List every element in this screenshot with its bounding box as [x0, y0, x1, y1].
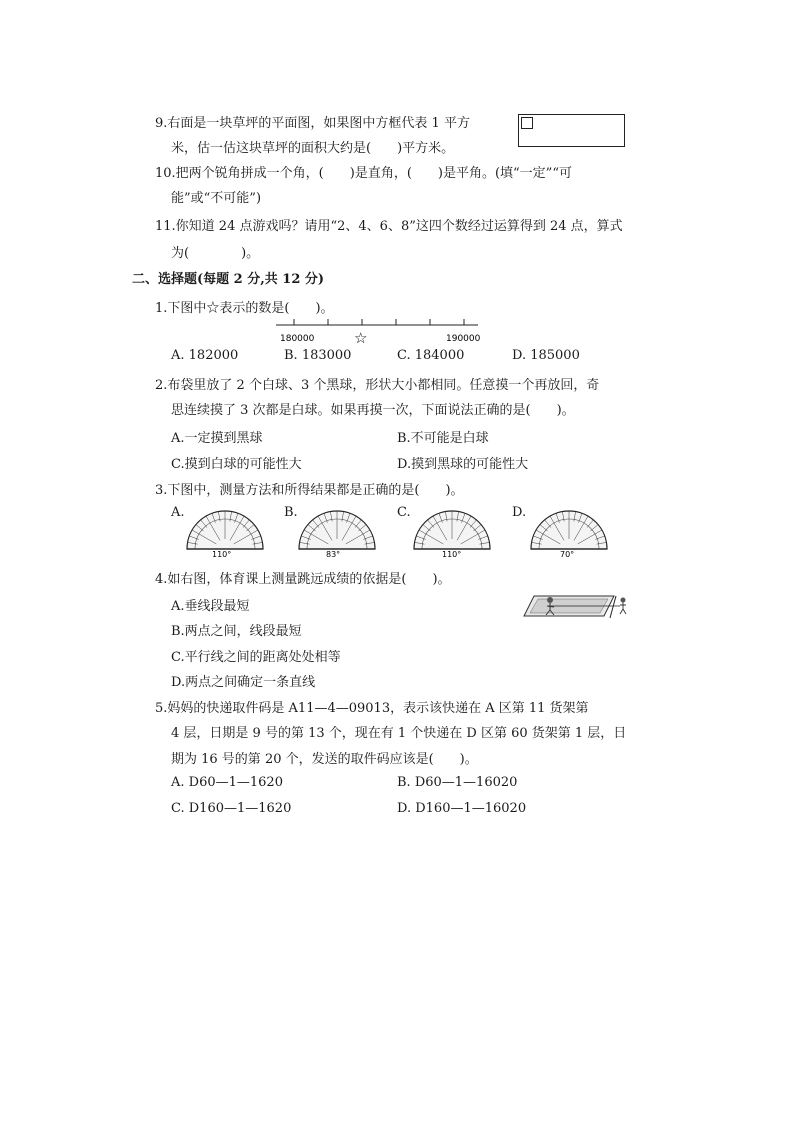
q3-stem: 3.下图中，测量方法和所得结果都是正确的是( )。 — [155, 483, 464, 498]
q10-line2: 能”或“不可能”) — [171, 191, 262, 206]
protractor-d-reading: 70° — [560, 550, 575, 558]
number-line-figure — [270, 316, 485, 348]
q5-option-d[interactable]: D. D160—1—16020 — [397, 801, 527, 816]
q4-option-c[interactable]: C.平行线之间的距离处处相等 — [171, 650, 341, 665]
q3-option-d-letter[interactable]: D. — [512, 505, 527, 520]
q5-option-a[interactable]: A. D60—1—1620 — [171, 775, 283, 790]
protractor-c-figure[interactable] — [411, 502, 493, 558]
q2-option-c[interactable]: C.摸到白球的可能性大 — [171, 457, 302, 472]
protractor-a-reading: 110° — [212, 550, 232, 558]
q3-option-a-letter[interactable]: A. — [171, 505, 185, 520]
numberline-right-label: 190000 — [446, 334, 481, 344]
q2-line1: 2.布袋里放了 2 个白球、3 个黑球，形状大小都相同。任意摸一个再放回，奇 — [155, 378, 600, 393]
q2-line2: 思连续摸了 3 次都是白球。如果再摸一次，下面说法正确的是( )。 — [171, 403, 575, 418]
q4-stem: 4.如右图，体育课上测量跳远成绩的依据是( )。 — [155, 572, 451, 587]
protractor-b-figure[interactable] — [296, 502, 378, 558]
q11-line2: 为( )。 — [171, 246, 260, 261]
lawn-plan-figure — [518, 114, 625, 147]
q5-line2: 4 层，日期是 9 号的第 13 个，现在有 1 个快递在 D 区第 60 货架第 1 层，日 — [171, 726, 627, 741]
q5-option-b[interactable]: B. D60—1—16020 — [397, 775, 518, 790]
q3-option-b-letter[interactable]: B. — [284, 505, 298, 520]
q5-line3: 期为 16 号的第 20 个，发送的取件码应该是( )。 — [171, 752, 478, 767]
q4-option-a[interactable]: A.垂线段最短 — [171, 599, 250, 614]
protractor-b-reading: 83° — [326, 550, 341, 558]
star-icon: ☆ — [354, 329, 368, 347]
q4-option-b[interactable]: B.两点之间，线段最短 — [171, 624, 302, 639]
q2-option-b[interactable]: B.不可能是白球 — [397, 431, 489, 446]
q1-option-c[interactable]: C. 184000 — [397, 348, 465, 363]
q5-option-c[interactable]: C. D160—1—1620 — [171, 801, 292, 816]
protractor-c-reading: 110° — [442, 550, 462, 558]
q5-line1: 5.妈妈的快递取件码是 A11—4—09013，表示该快递在 A 区第 11 货架第 — [155, 701, 589, 716]
q1-option-a[interactable]: A. 182000 — [171, 348, 239, 363]
numberline-left-label: 180000 — [280, 334, 315, 344]
q2-option-d[interactable]: D.摸到黑球的可能性大 — [397, 457, 529, 472]
q2-option-a[interactable]: A.一定摸到黑球 — [171, 431, 263, 446]
q1-option-d[interactable]: D. 185000 — [512, 348, 580, 363]
section-title: 二、选择题(每题 2 分,共 12 分) — [132, 272, 325, 287]
q11-line1: 11.你知道 24 点游戏吗？请用“2、4、6、8”这四个数经过运算得到 24 点，算式 — [155, 219, 623, 234]
unit-square — [521, 117, 533, 129]
q1-stem: 1.下图中☆表示的数是( )。 — [155, 301, 334, 316]
protractor-a-figure[interactable] — [184, 502, 266, 558]
long-jump-figure — [520, 592, 630, 622]
protractor-d-figure[interactable] — [528, 502, 610, 558]
q9-line2: 米，估一估这块草坪的面积大约是( )平方米。 — [171, 141, 455, 156]
q4-option-d[interactable]: D.两点之间确定一条直线 — [171, 675, 316, 690]
q9-line1: 9.右面是一块草坪的平面图，如果图中方框代表 1 平方 — [155, 116, 470, 131]
q3-option-c-letter[interactable]: C. — [397, 505, 411, 520]
q1-option-b[interactable]: B. 183000 — [284, 348, 352, 363]
q10-line1: 10.把两个锐角拼成一个角，( )是直角，( )是平角。(填“一定”“可 — [155, 166, 572, 181]
